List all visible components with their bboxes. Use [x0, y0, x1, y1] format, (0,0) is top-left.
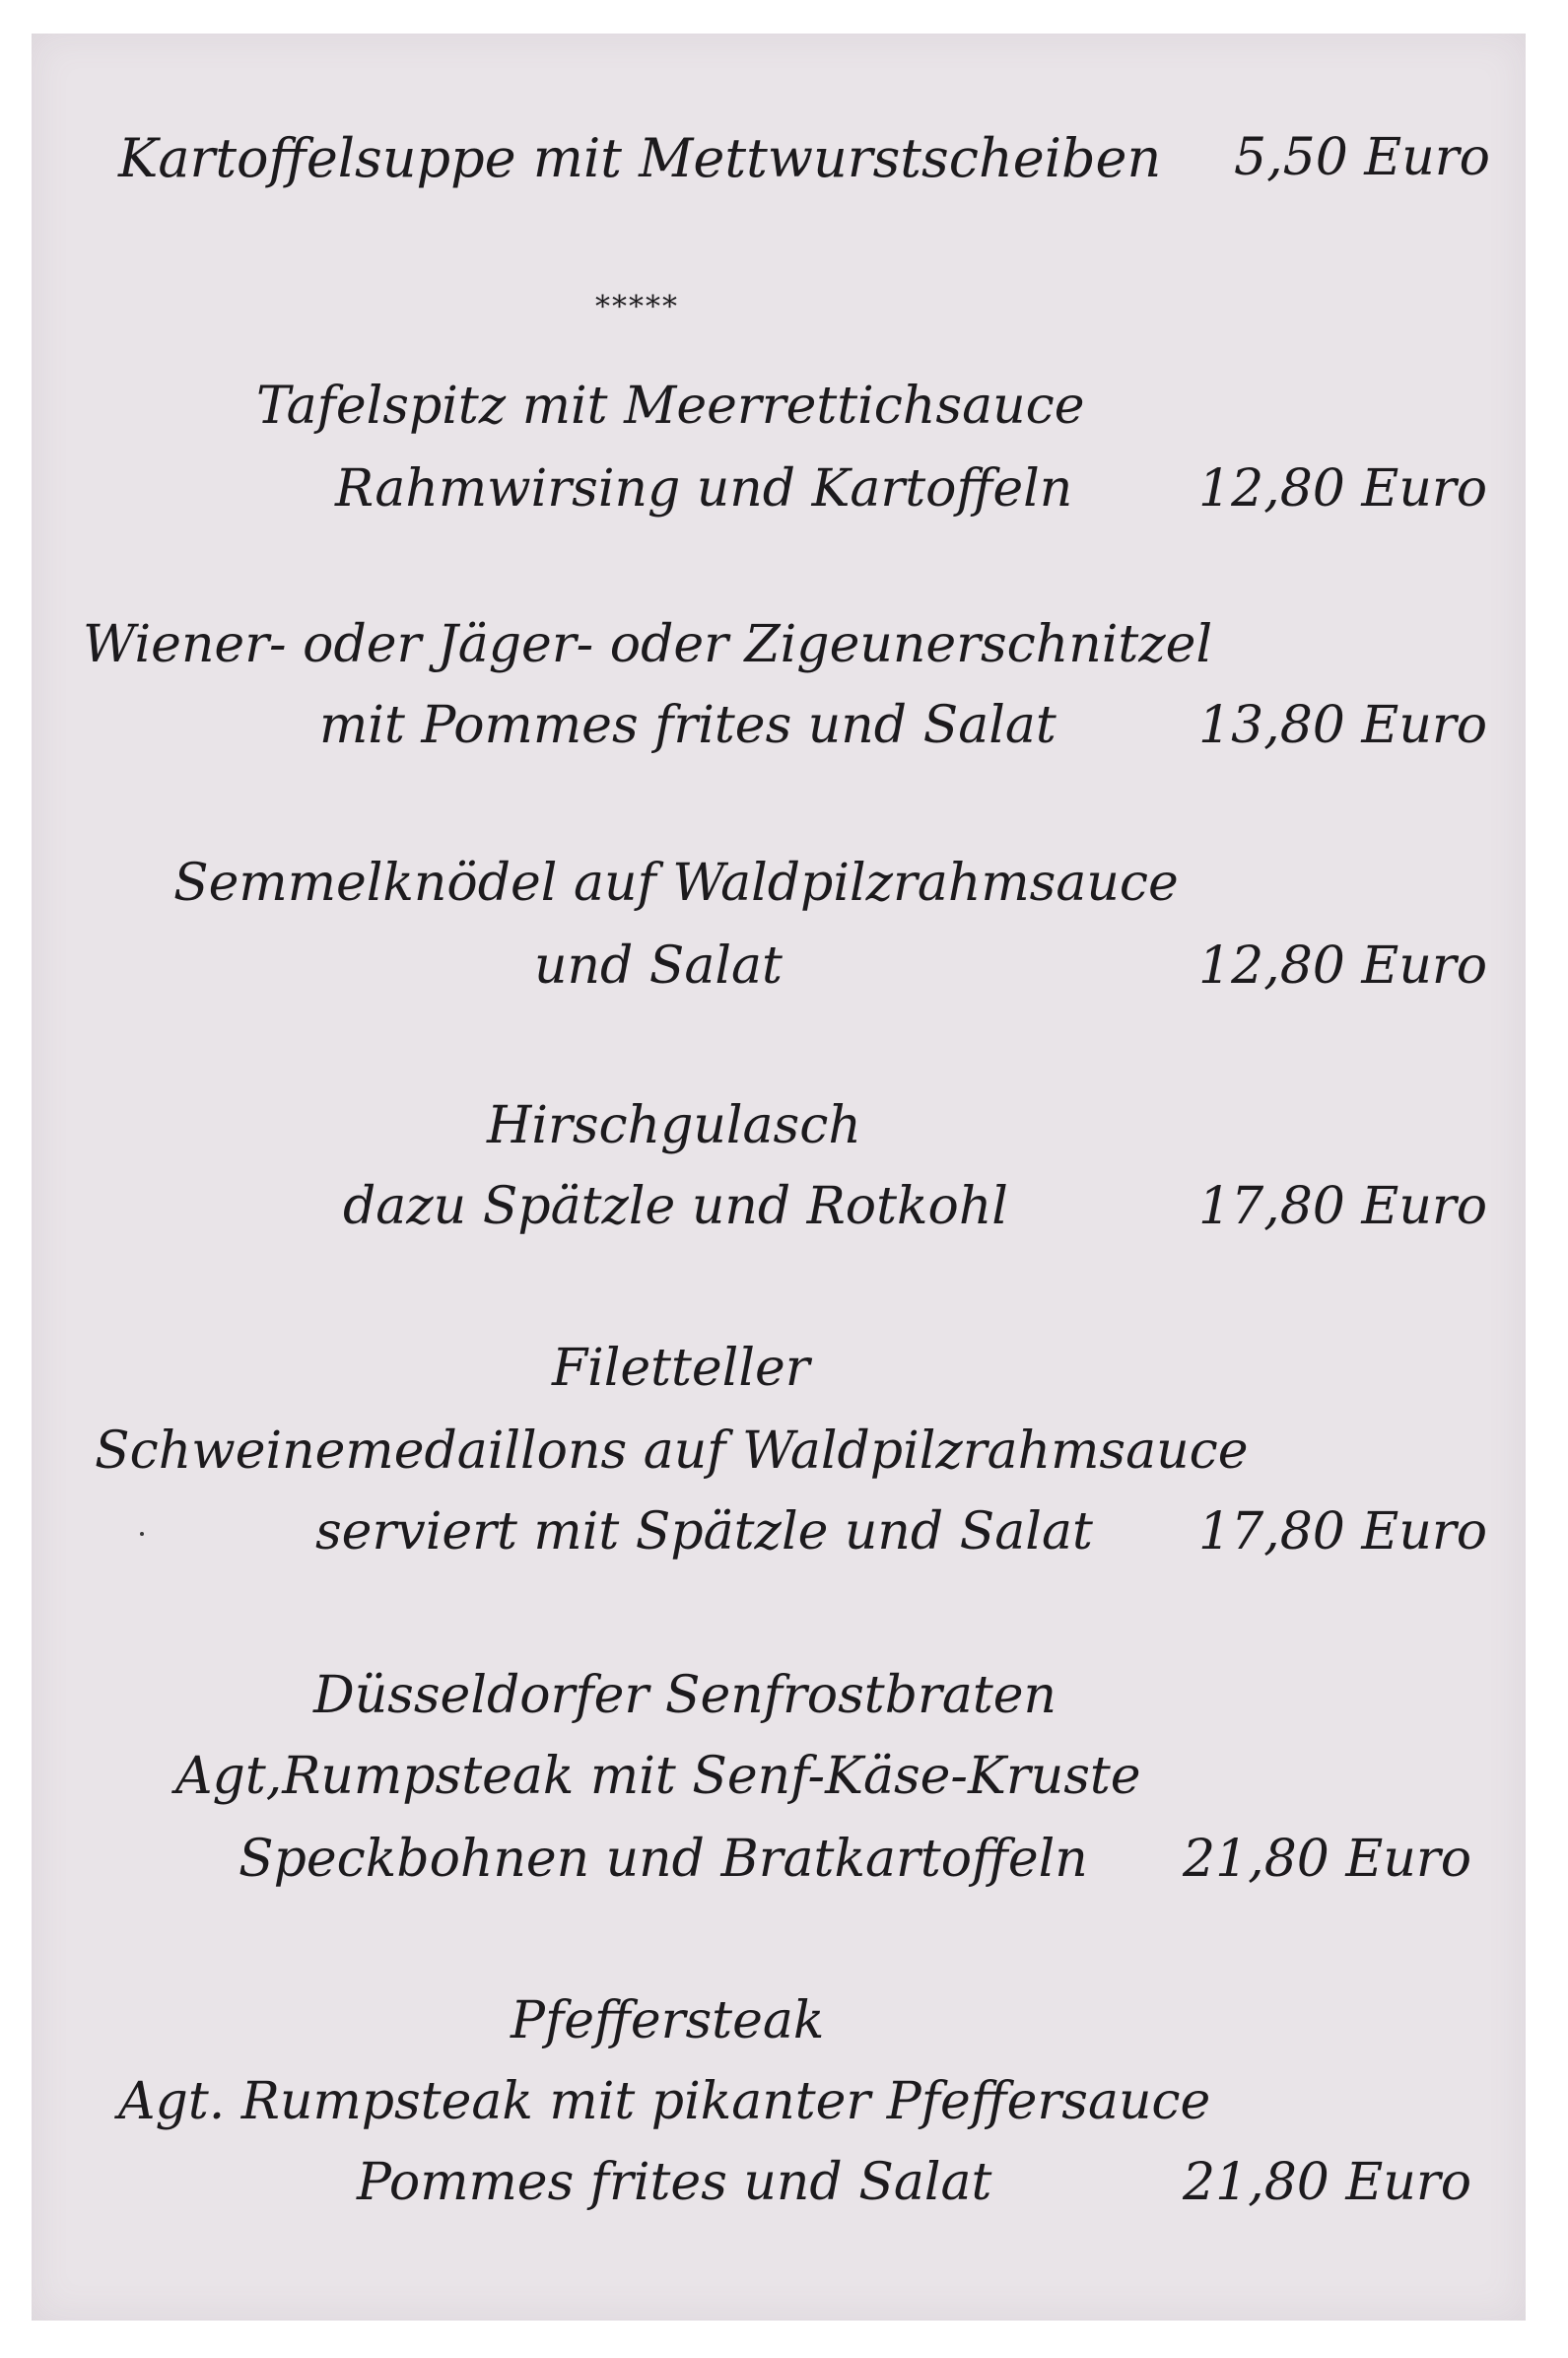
price-hirschgulasch: 17,80 Euro: [1198, 1177, 1488, 1236]
dish-pfeffersteak-line-2: Agt. Rumpsteak mit pikanter Pfeffersauce: [118, 2072, 1211, 2131]
dish-hirschgulasch-line-2: dazu Spätzle und Rotkohl: [343, 1177, 1008, 1236]
paper-speck: [140, 1532, 144, 1536]
dish-schnitzel-line-1: Wiener- oder Jäger- oder Zigeunerschnitzel: [83, 615, 1213, 674]
dish-senfrostbraten-line-3: Speckbohnen und Bratkartoffeln: [239, 1830, 1088, 1889]
dish-semmelknoedel-line-2: und Salat: [534, 936, 783, 996]
dish-filetteller-line-1: Filetteller: [552, 1339, 810, 1398]
dish-filetteller-line-3: serviert mit Spätzle und Salat: [315, 1502, 1093, 1561]
dish-tafelspitz-line-2: Rahmwirsing und Kartoffeln: [335, 459, 1073, 519]
dish-kartoffelsuppe-line-1: Kartoffelsuppe mit Mettwurstscheiben: [118, 127, 1162, 189]
price-filetteller: 17,80 Euro: [1198, 1502, 1488, 1561]
price-schnitzel: 13,80 Euro: [1198, 696, 1488, 755]
dish-pfeffersteak-line-3: Pommes frites und Salat: [357, 2153, 992, 2212]
price-tafelspitz: 12,80 Euro: [1198, 459, 1488, 519]
dish-hirschgulasch-line-1: Hirschgulasch: [487, 1096, 861, 1155]
dish-senfrostbraten-line-1: Düsseldorfer Senfrostbraten: [313, 1666, 1057, 1725]
dish-pfeffersteak-line-1: Pfeffersteak: [511, 1991, 825, 2050]
price-pfeffersteak: 21,80 Euro: [1183, 2153, 1472, 2212]
dish-senfrostbraten-line-2: Agt,Rumpsteak mit Senf-Käse-Kruste: [175, 1747, 1141, 1806]
dish-semmelknoedel-line-1: Semmelknödel auf Waldpilzrahmsauce: [173, 854, 1179, 913]
separator-stars: *****: [595, 290, 679, 324]
dish-filetteller-line-2: Schweinemedaillons auf Waldpilzrahmsauce: [95, 1422, 1249, 1481]
menu-card: [32, 34, 1526, 2321]
price-kartoffelsuppe: 5,50 Euro: [1234, 128, 1490, 187]
price-semmelknoedel: 12,80 Euro: [1198, 936, 1488, 996]
dish-tafelspitz-line-1: Tafelspitz mit Meerrettichsauce: [256, 377, 1085, 436]
dish-schnitzel-line-2: mit Pommes frites und Salat: [319, 696, 1057, 755]
price-senfrostbraten: 21,80 Euro: [1183, 1830, 1472, 1889]
